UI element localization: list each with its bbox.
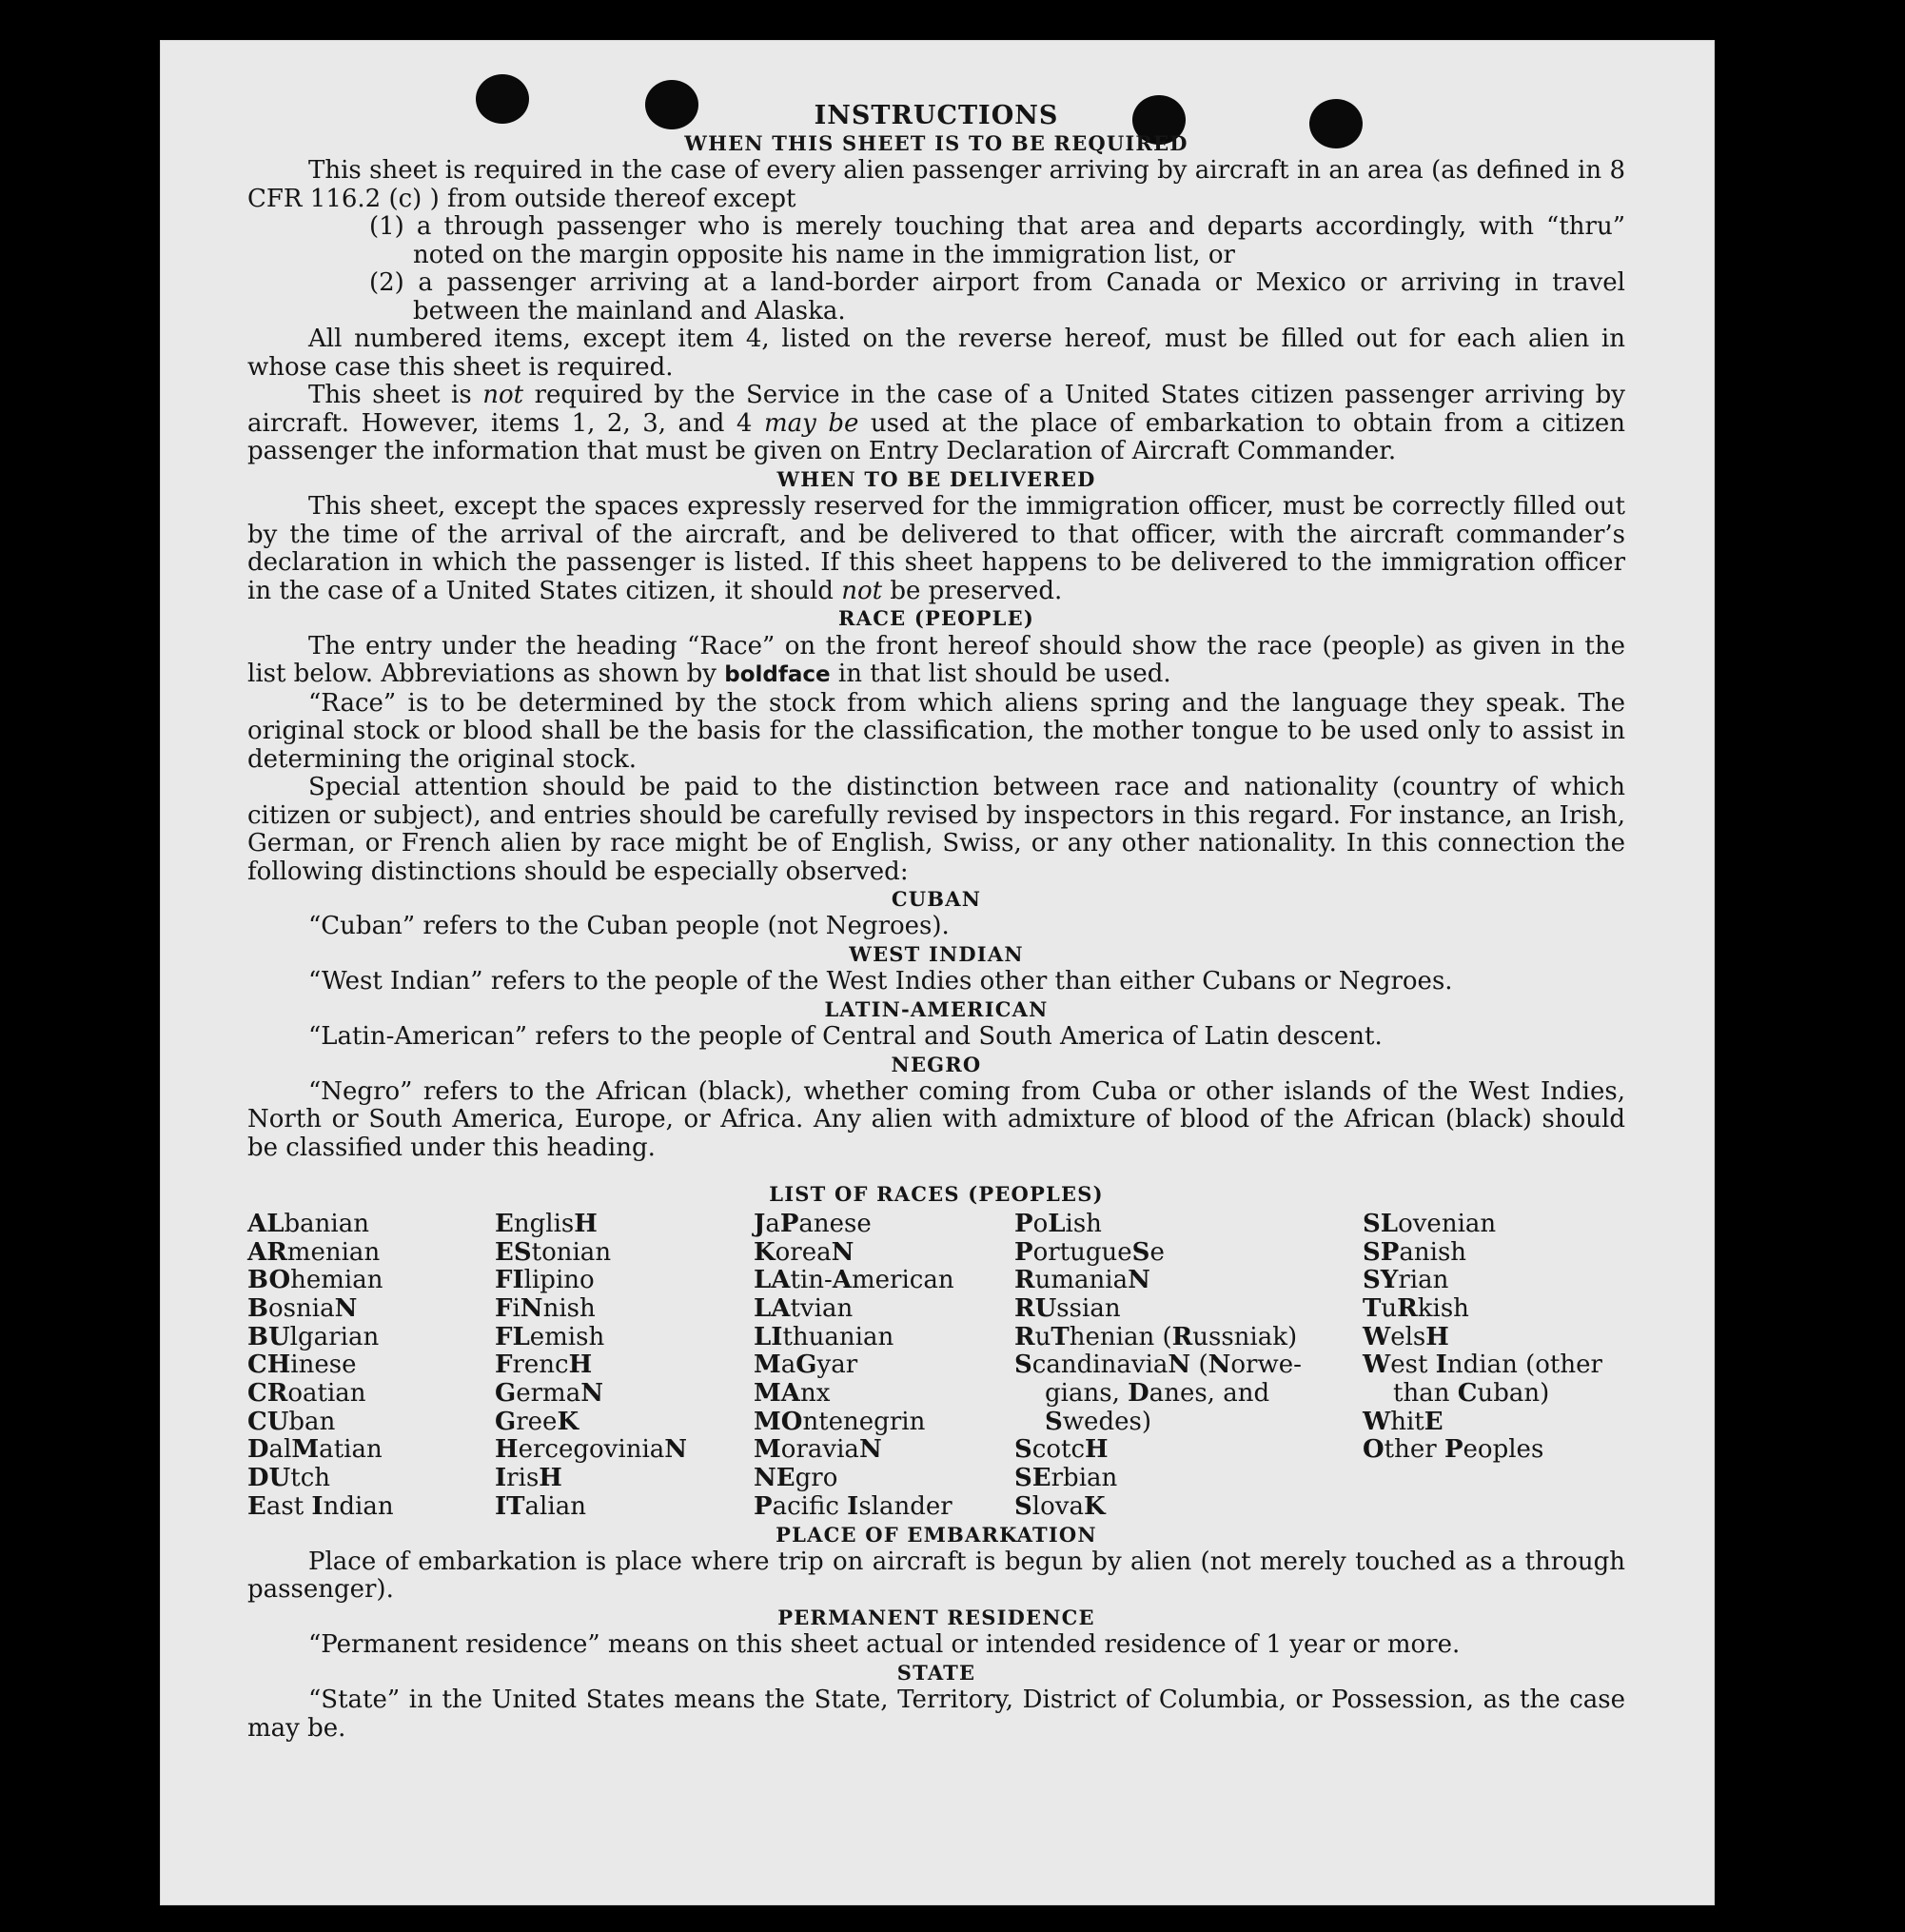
races-list	[247, 1211, 1625, 1522]
race-entry: ITalian	[495, 1491, 586, 1521]
race-entry: PortugueSe	[1014, 1237, 1165, 1267]
when-delivered-heading: WHEN TO BE DELIVERED	[776, 466, 1096, 491]
exception-item-2: (2) a passenger arriving at a land-border airport from Canada or Mexico or arriving in travel between the mainland and Alaska.	[369, 268, 1625, 325]
state-text: “State” in the United States means the State, Territory, District of Columbia, or Possession, as the case may be.	[247, 1686, 1625, 1743]
race-entry: ScotcH	[1014, 1435, 1109, 1465]
race-entry: SErbian	[1014, 1464, 1118, 1493]
race-entry: LAtin-American	[754, 1266, 954, 1295]
required-intro: This sheet is required in the case of every alien passenger arriving by aircraft in an area (as defined in 8 CFR 116.2 (c) ) from outside thereof except	[247, 156, 1625, 213]
race-entry: BUlgarian	[247, 1322, 380, 1351]
race-entry: ARmenian	[247, 1237, 381, 1267]
race-entry: TuRkish	[1363, 1293, 1469, 1323]
race-entry: ALbanian	[247, 1209, 369, 1238]
race-entry: Other Peoples	[1363, 1435, 1544, 1465]
race-heading: RACE (PEOPLE)	[838, 606, 1034, 631]
race-entry: KoreaN	[754, 1237, 854, 1267]
race-entry: DalMatian	[247, 1435, 383, 1465]
race-entry: DUtch	[247, 1464, 330, 1493]
race-entry: LIthuanian	[754, 1322, 894, 1351]
race-paragraph-2: “Race” is to be determined by the stock from which aliens spring and the language they speak. The original stock or blood shall be the basis for the classification, the mother tongue to be used only to assist in determining the original stock.	[247, 688, 1625, 774]
race-entry: FrencH	[495, 1350, 593, 1380]
race-entry: Pacifc Islander	[754, 1491, 952, 1521]
instructions-content	[247, 101, 1625, 1743]
races-column	[1363, 1211, 1625, 1522]
race-entry: CHinese	[247, 1350, 357, 1380]
race-entry: FiNnish	[495, 1293, 596, 1323]
race-entry: GreeK	[495, 1407, 579, 1436]
negro-heading: NEGRO	[891, 1052, 982, 1076]
race-entry: ScandinaviaN (Norwe-	[1014, 1350, 1302, 1380]
races-column	[495, 1211, 754, 1522]
race-entry: LAtvian	[754, 1293, 854, 1323]
race-entry: RuThenian (Russniak)	[1014, 1322, 1298, 1351]
race-entry: JaPanese	[754, 1209, 872, 1238]
race-entry: BOhemian	[247, 1266, 383, 1295]
race-entry: CRoatian	[247, 1379, 366, 1409]
exception-item-1: (1) a through passenger who is merely touching that area and departs accordingly, with “thru” noted on the margin opposite his name in the immigration list, or	[369, 212, 1625, 269]
embarkation-text: Place of embarkation is place where trip on aircraft is begun by alien (not merely touched as a through passenger).	[247, 1547, 1625, 1605]
race-entry: NEgro	[754, 1464, 838, 1493]
races-column	[247, 1211, 495, 1522]
numbered-items-text: All numbered items, except item 4, listed on the reverse hereof, must be filled out for each alien in whose case this sheet is required.	[247, 325, 1625, 382]
race-entry: FLemish	[495, 1322, 605, 1351]
race-entry: CUban	[247, 1407, 336, 1436]
race-paragraph-1: The entry under the heading “Race” on the front hereof should show the race (people) as given in the list below. Abbreviations as shown by boldface in that list should be used.	[247, 631, 1625, 689]
latin-american-text: “Latin-American” refers to the people of Central and South America of Latin descent.	[308, 1022, 1383, 1052]
race-entry: WhitE	[1363, 1407, 1443, 1436]
race-paragraph-3: Special attention should be paid to the distinction between race and nationality (country of which citizen or subject), and entries should be carefully revised by inspectors in this regard. For instance, an Irish, German, or French alien by race might be of English, Swiss, or any other nationality. In this connection the following distinctions should be especially observed:	[247, 773, 1625, 886]
race-entry: West Indian (other	[1363, 1350, 1602, 1380]
race-entry: EStonian	[495, 1237, 612, 1267]
race-entry: MOntenegrin	[754, 1407, 926, 1436]
race-entry: than Cuban)	[1393, 1379, 1550, 1409]
residence-text: “Permanent residence” means on this sheet actual or intended residence of 1 year or more.	[308, 1630, 1461, 1660]
race-entry: Swedes)	[1045, 1407, 1151, 1436]
state-heading: STATE	[896, 1660, 976, 1685]
delivered-paragraph: This sheet, except the spaces expressly reserved for the immigration officer, must be correctly filled out by the time of the arrival of the aircraft, and be delivered to that officer, with the aircraft commander’s declaration in which the passenger is listed. If this sheet happens to be delivered to the immigration officer in the case of a United States citizen, it should not be preserved.	[247, 492, 1625, 605]
document-page	[160, 40, 1715, 1905]
races-column	[754, 1211, 1014, 1522]
race-entry: IrisH	[495, 1464, 562, 1493]
race-entry: MoraviaN	[754, 1435, 882, 1465]
negro-text: “Negro” refers to the African (black), whether coming from Cuba or other islands of the West Indies, North or South America, Europe, or Africa. Any alien with admixture of blood of the African (black) should be classified under this heading.	[247, 1076, 1625, 1162]
race-entry: SYrian	[1363, 1266, 1449, 1295]
race-entry: RUssian	[1014, 1293, 1121, 1323]
instructions-title: INSTRUCTIONS	[814, 101, 1059, 130]
race-entry: SlovaK	[1014, 1491, 1106, 1521]
west-indian-heading: WEST INDIAN	[849, 941, 1024, 966]
race-entry: gians, Danes, and	[1045, 1379, 1270, 1409]
citizen-paragraph: This sheet is not required by the Service in the case of a United States citizen passenger arriving by aircraft. However, items 1, 2, 3, and 4 may be used at the place of embarkation to obtain from a citizen passenger the information that must be given on Entry Declaration of Aircraft Commander.	[247, 381, 1626, 466]
cuban-heading: CUBAN	[891, 887, 982, 912]
race-entry: GermaN	[495, 1379, 603, 1409]
embarkation-heading: PLACE OF EMBARKATION	[776, 1522, 1097, 1547]
race-entry: MAnx	[754, 1379, 831, 1409]
latin-american-heading: LATIN-AMERICAN	[824, 996, 1049, 1021]
race-entry: SPanish	[1363, 1237, 1467, 1267]
race-entry: EnglisH	[495, 1209, 598, 1238]
race-entry: PoLish	[1014, 1209, 1102, 1238]
west-indian-text: “West Indian” refers to the people of the West Indies other than either Cubans or Negroes.	[308, 967, 1453, 996]
race-entry: East Indian	[247, 1491, 394, 1521]
race-entry: MaGyar	[754, 1350, 858, 1380]
residence-heading: PERMANENT RESIDENCE	[777, 1605, 1095, 1629]
race-entry: WelsH	[1363, 1322, 1449, 1351]
race-entry: FIlipino	[495, 1266, 595, 1295]
list-of-races-heading: LIST OF RACES (PEOPLES)	[769, 1182, 1104, 1207]
cuban-text: “Cuban” refers to the Cuban people (not Negroes).	[308, 912, 950, 941]
races-column	[1014, 1211, 1363, 1522]
race-entry: HercegoviniaN	[495, 1435, 688, 1465]
when-required-heading: WHEN THIS SHEET IS TO BE REQUIRED	[684, 131, 1188, 156]
race-entry: SLovenian	[1363, 1209, 1497, 1238]
race-entry: BosniaN	[247, 1293, 358, 1323]
race-entry: RumaniaN	[1014, 1266, 1150, 1295]
